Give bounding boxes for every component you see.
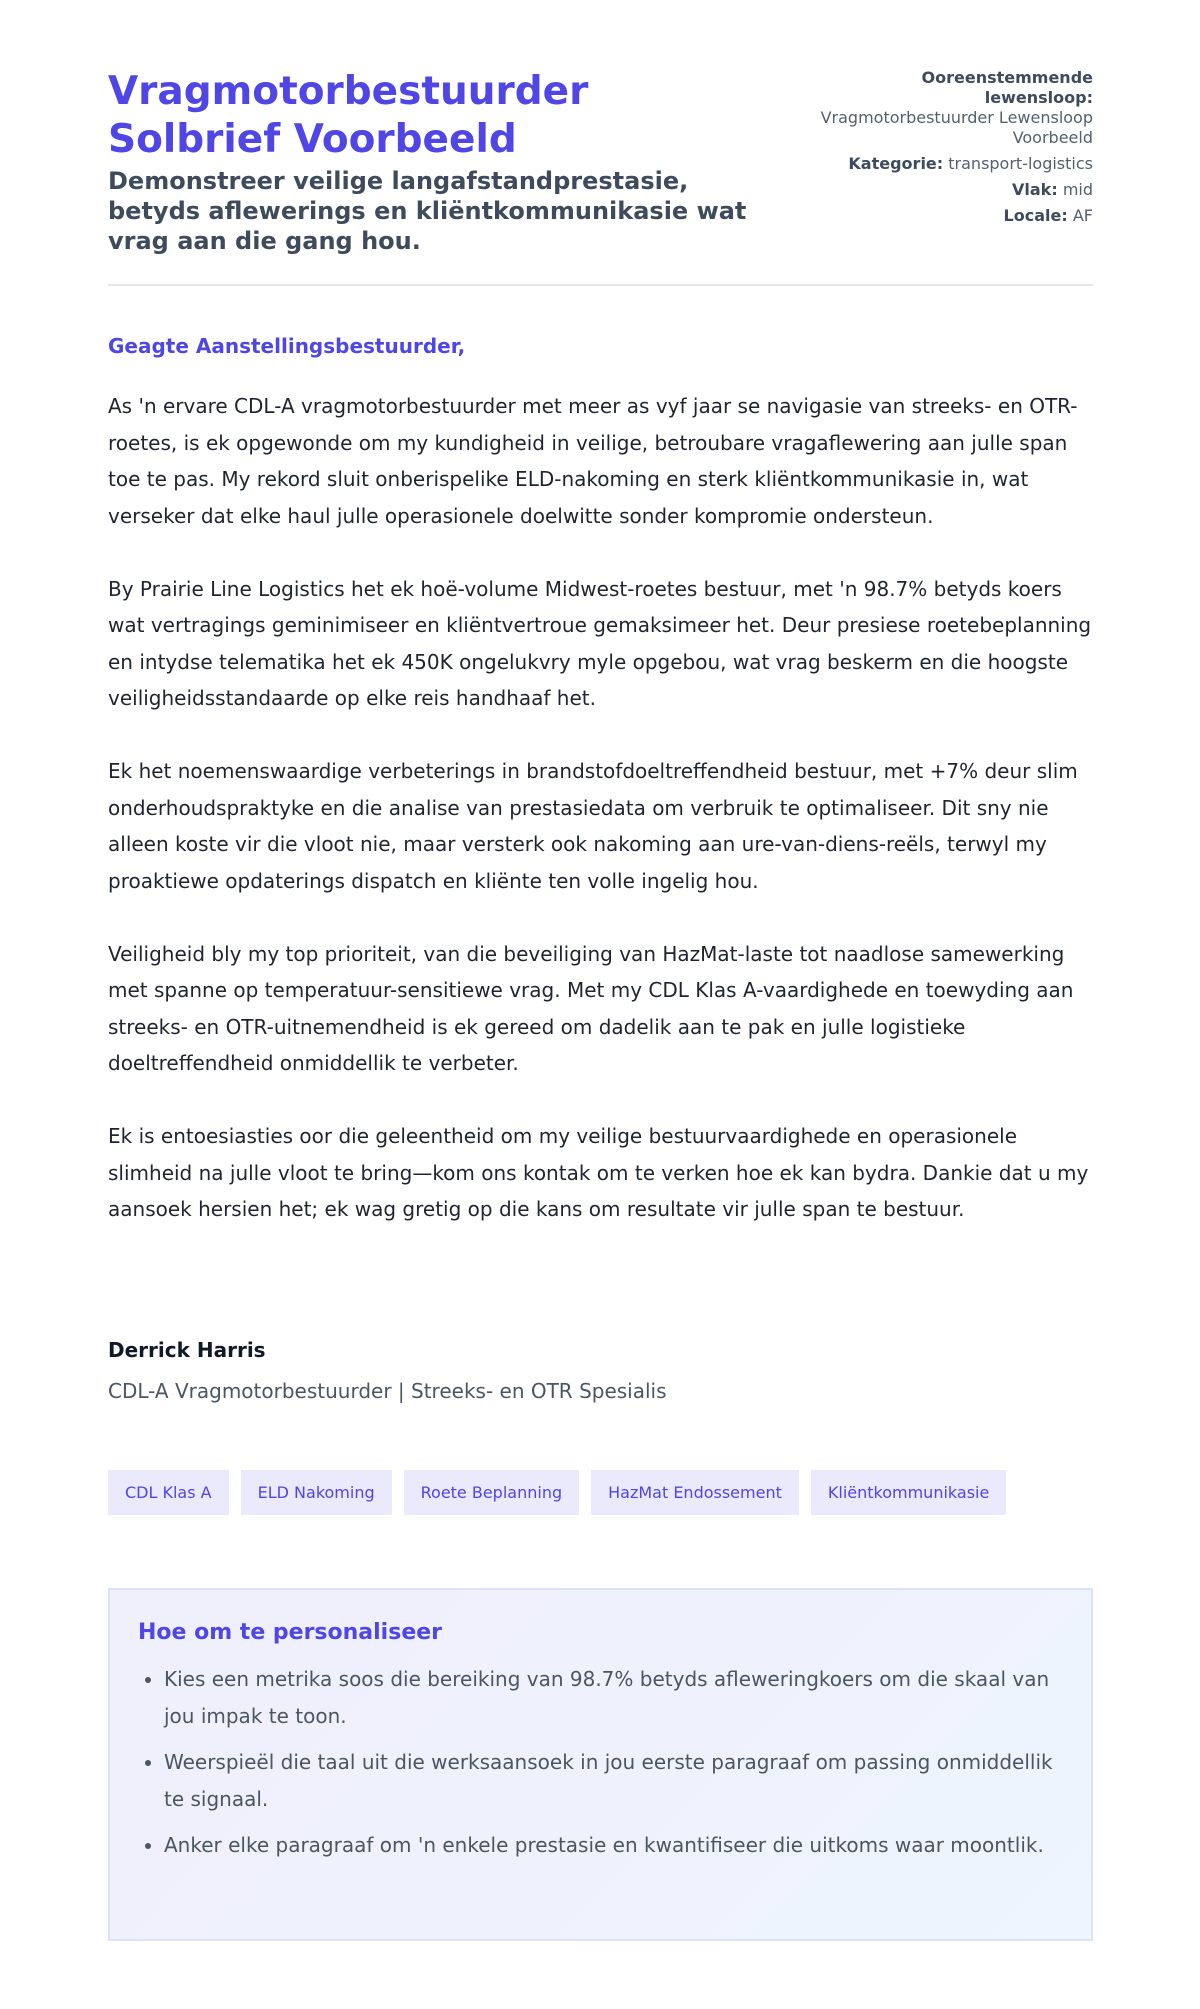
- personalize-tips-box: [108, 1588, 1093, 1941]
- tip-item: • Kies een metrika soos die bereiking van 98.7% betyds afleweringkoers om die skaal van jou impak te toon.: [164, 1661, 1063, 1734]
- skill-tag: Kliëntkommunikasie: [811, 1470, 1006, 1515]
- paragraph: As 'n ervare CDL-A vragmotorbestuurder met meer as vyf jaar se navigasie van streeks- en OTR-roetes, is ek opgewonde om my kundigheid in veilige, betroubare vragaflewering aan julle span toe te pas. My rekord sluit onberispelike ELD-nakoming en sterk kliëntkommunikasie in, wat verseker dat elke haul julle operasionele doelwitte sonder kompromie ondersteun.: [108, 394, 1078, 528]
- category-value: transport-logistics: [948, 154, 1093, 173]
- skill-tag: ELD Nakoming: [241, 1470, 392, 1515]
- tip-item: • Anker elke paragraaf om 'n enkele prestasie en kwantifiseer die uitkoms waar moontlik.: [164, 1827, 1063, 1864]
- level-label: Vlak:: [1012, 180, 1058, 199]
- salutation: Geagte Aanstellingsbestuurder,: [108, 334, 466, 358]
- paragraph: Ek het noemenswaardige verbeterings in brandstofdoeltreffendheid bestuur, met +7% deur slim onderhoudspraktyke en die analise van prestasiedata om verbruik te optimaliseer. Dit sny nie alleen koste vir die vloot nie, maar versterk ook nakoming aan ure-van-diens-reëls, terwyl my proaktiewe opdaterings dispatch en kliënte ten volle ingelig hou.: [108, 759, 1078, 893]
- skill-tag: CDL Klas A: [108, 1470, 229, 1515]
- divider: [108, 284, 1093, 286]
- skill-tags: [108, 1470, 1006, 1515]
- level-value: mid: [1062, 180, 1093, 199]
- locale-value: AF: [1072, 206, 1093, 225]
- page-title: Vragmotorbestuurder Solbrief Voorbeeld: [108, 69, 589, 162]
- tips-title: Hoe om te personaliseer: [138, 1620, 443, 1645]
- signature-name: Derrick Harris: [108, 1338, 266, 1362]
- locale-label: Locale:: [1003, 206, 1068, 225]
- resume-label: Ooreenstemmende lewensloop:: [921, 68, 1093, 107]
- paragraph: Veiligheid bly my top prioriteit, van die beveiliging van HazMat-laste tot naadlose samewerking met spanne op temperatuur-sensitiewe vrag. Met my CDL Klas A-vaardighede en toewyding aan streeks- en OTR-uitnemendheid is ek gereed om dadelik aan te pak en julle logistieke doeltreffendheid onmiddellik te verbeter.: [108, 941, 1074, 1075]
- tips-list: [138, 1661, 1063, 1864]
- skill-tag: HazMat Endossement: [591, 1470, 799, 1515]
- tip-item: • Weerspieël die taal uit die werksaansoek in jou eerste paragraaf om passing onmiddellik te signaal.: [164, 1744, 1063, 1817]
- letter-body: [108, 388, 1093, 1264]
- category-label: Kategorie:: [848, 154, 944, 173]
- meta-panel: [813, 68, 1093, 232]
- resume-link[interactable]: Vragmotorbestuurder Lewensloop Voorbeeld: [820, 108, 1093, 147]
- paragraph: By Prairie Line Logistics het ek hoë-volume Midwest-roetes bestuur, met 'n 98.7% betyds koers wat vertragings geminimiseer en kliëntvertroue gemaksimeer het. Deur presiese roetebeplanning en intydse telematika het ek 450K ongelukvry myle opgebou, wat vrag beskerm en die hoogste veiligheidsstandaarde op elke reis handhaaf het.: [108, 576, 1092, 710]
- header: [108, 68, 1093, 278]
- skill-tag: Roete Beplanning: [404, 1470, 579, 1515]
- page-subtitle: Demonstreer veilige langafstandprestasie, betyds aflewerings en kliëntkommunikasie wat vrag aan die gang hou.: [108, 167, 747, 255]
- signature-role: CDL-A Vragmotorbestuurder | Streeks- en OTR Spesialis: [108, 1379, 667, 1403]
- paragraph: Ek is entoesiasties oor die geleentheid om my veilige bestuurvaardighede en operasionele slimheid na julle vloot te bring—kom ons kontak om te verken hoe ek kan bydra. Dankie dat u my aansoek hersien het; ek wag gretig op die kans om resultate vir julle span te bestuur.: [108, 1124, 1089, 1221]
